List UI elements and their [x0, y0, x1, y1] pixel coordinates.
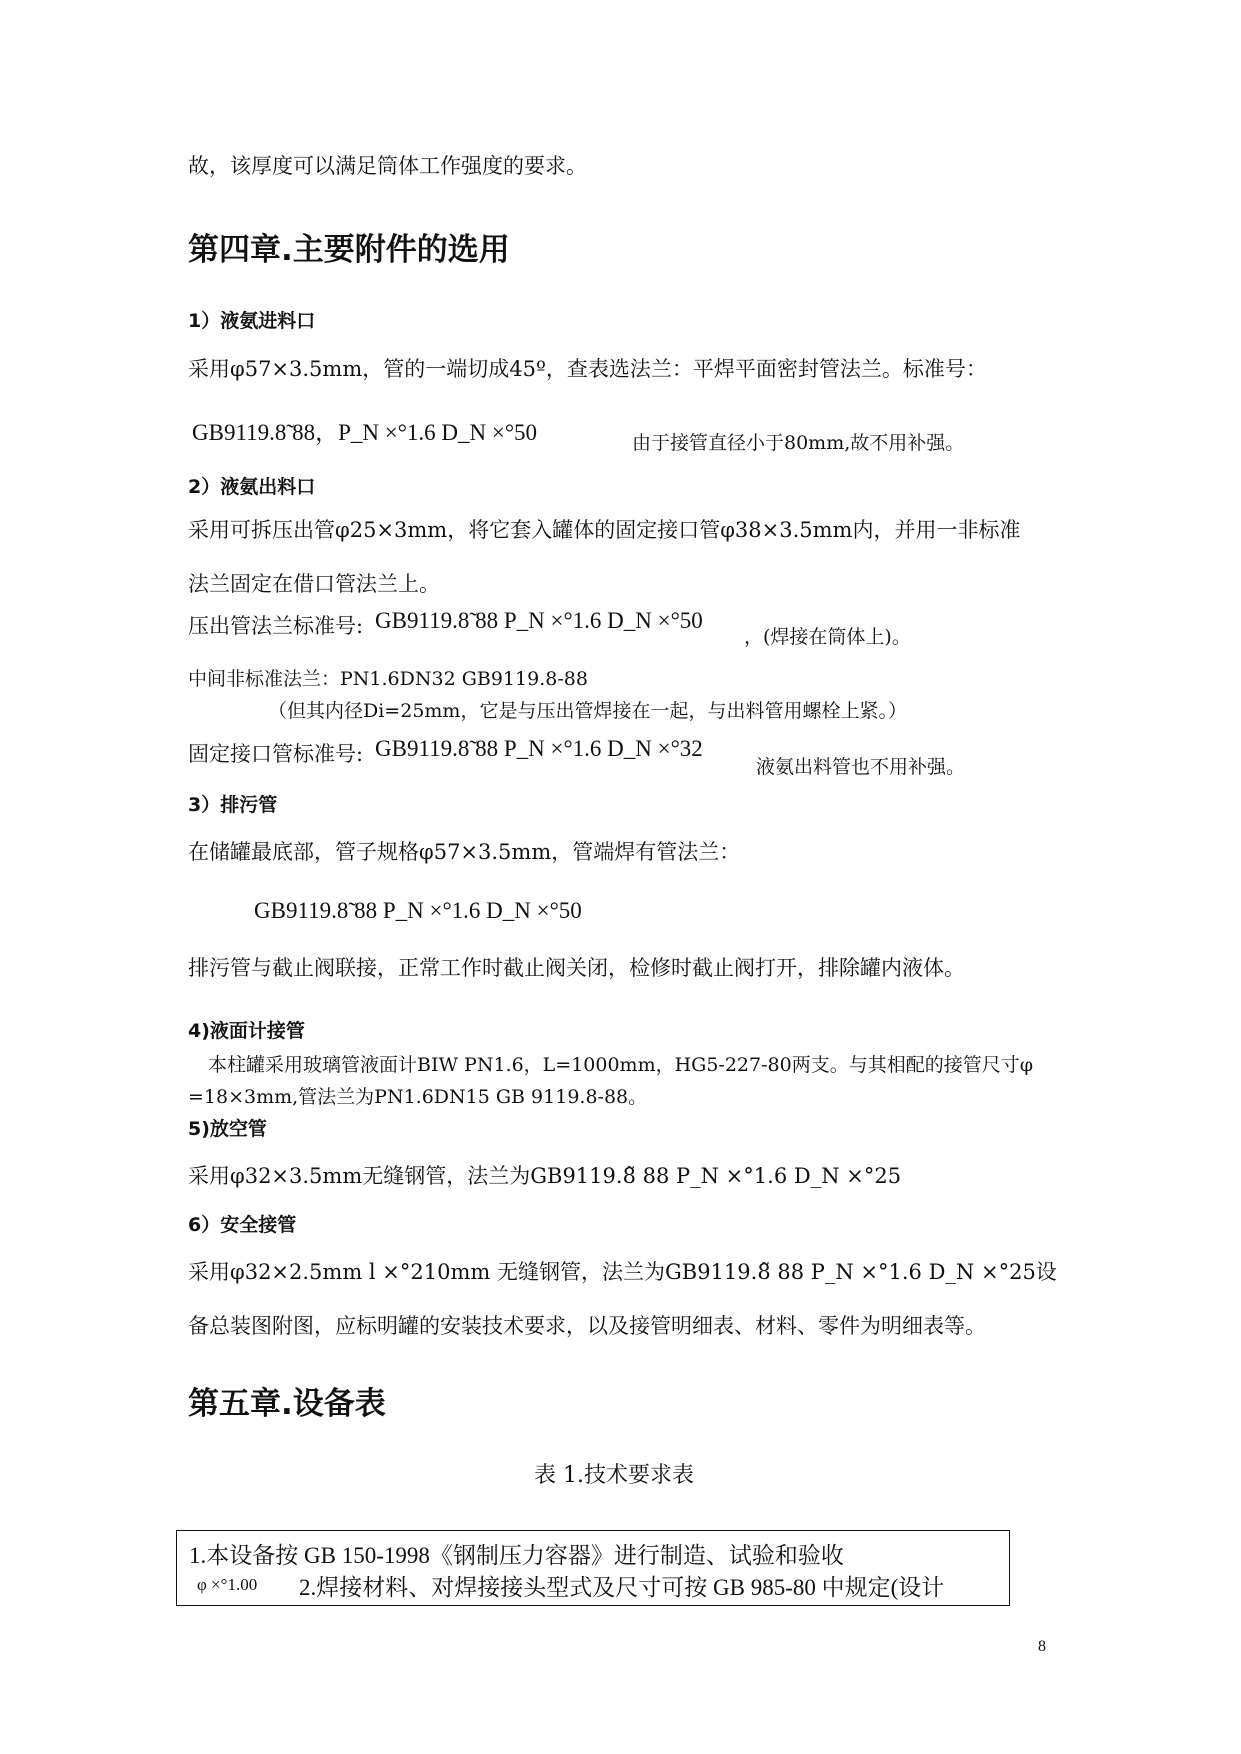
- paragraph-text: =18×3mm,管法兰为PN1.6DN15 GB 9119.8-88。: [188, 1086, 648, 1108]
- paragraph-text: 备总装图附图，应标明罐的安装技术要求，以及接管明细表、材料、零件为明细表等。: [188, 1314, 986, 1338]
- chapter-title: 第五章.设备表: [188, 1386, 386, 1422]
- standard-formula: GB9119.8̃ 88 P_N ×°1.6 D_N ×°50: [375, 608, 703, 633]
- requirements-table: [176, 1530, 1010, 1606]
- section-title: 1）液氨进料口: [188, 310, 316, 332]
- section-title: 6）安全接管: [188, 1214, 297, 1236]
- section-title: 4)液面计接管: [188, 1020, 305, 1042]
- paragraph-text: 故，该厚度可以满足筒体工作强度的要求。: [188, 154, 587, 178]
- paragraph-text: 法兰固定在借口管法兰上。: [188, 572, 440, 596]
- paragraph-text: 采用φ57×3.5mm，管的一端切成45º，查表选法兰：平焊平面密封管法兰。标准号：: [188, 357, 987, 381]
- paragraph-text: 采用φ32×3.5mm无缝钢管，法兰为GB9119.8̃ 88 P_N ×°1.6 D_N ×°25: [188, 1164, 902, 1188]
- paragraph-note: ，(焊接在筒体上)。: [744, 626, 911, 648]
- page-number: 8: [1038, 1638, 1046, 1655]
- section-title: 2）液氨出料口: [188, 476, 316, 498]
- standard-formula: GB9119.8̃ 88，P_N ×°1.6 D_N ×°50: [192, 420, 538, 445]
- standard-formula: GB9119.8̃ 88 P_N ×°1.6 D_N ×°32: [375, 736, 703, 761]
- paragraph-note: 液氨出料管也不用补强。: [756, 756, 966, 778]
- section-title: 3）排污管: [188, 794, 278, 816]
- section-title: 5)放空管: [188, 1118, 267, 1140]
- paragraph-text: 排污管与截止阀联接，正常工作时截止阀关闭，检修时截止阀打开，排除罐内液体。: [188, 956, 965, 980]
- paragraph-text: 压出管法兰标准号:: [188, 614, 364, 638]
- requirement-item: 1.本设备按 GB 150-1998《钢制压力容器》进行制造、试验和验收: [189, 1543, 844, 1568]
- chapter-title: 第四章.主要附件的选用: [188, 232, 510, 268]
- paragraph-text: （但其内径Di=25mm，它是与压出管焊接在一起，与出料管用螺栓上紧。）: [268, 700, 907, 722]
- paragraph-text: 采用φ32×2.5mm l ×°210mm 无缝钢管，法兰为GB9119.8̃ 88 P_N ×°1.6 D_N ×°25设: [188, 1260, 1057, 1284]
- paragraph-text: 本柱罐采用玻璃管液面计BIW PN1.6，L=1000mm，HG5-227-80两支。与其相配的接管尺寸φ: [208, 1054, 1034, 1076]
- standard-formula: GB9119.8̃ 88 P_N ×°1.6 D_N ×°50: [254, 898, 582, 923]
- requirement-prefix: φ ×°1.00: [197, 1575, 258, 1594]
- requirement-item: 2.焊接材料、对焊接接头型式及尺寸可按 GB 985-80 中规定(设计: [299, 1575, 945, 1600]
- paragraph-text: 固定接口管标准号:: [188, 742, 364, 766]
- paragraph-text: 在储罐最底部，管子规格φ57×3.5mm，管端焊有管法兰：: [188, 840, 741, 864]
- paragraph-text: 采用可拆压出管φ25×3mm，将它套入罐体的固定接口管φ38×3.5mm内，并用一非标准: [188, 518, 1021, 542]
- table-caption: 表 1.技术要求表: [534, 1463, 694, 1488]
- paragraph-note: 由于接管直径小于80mm,故不用补强。: [632, 432, 965, 454]
- paragraph-text: 中间非标准法兰：PN1.6DN32 GB9119.8-88: [188, 668, 588, 690]
